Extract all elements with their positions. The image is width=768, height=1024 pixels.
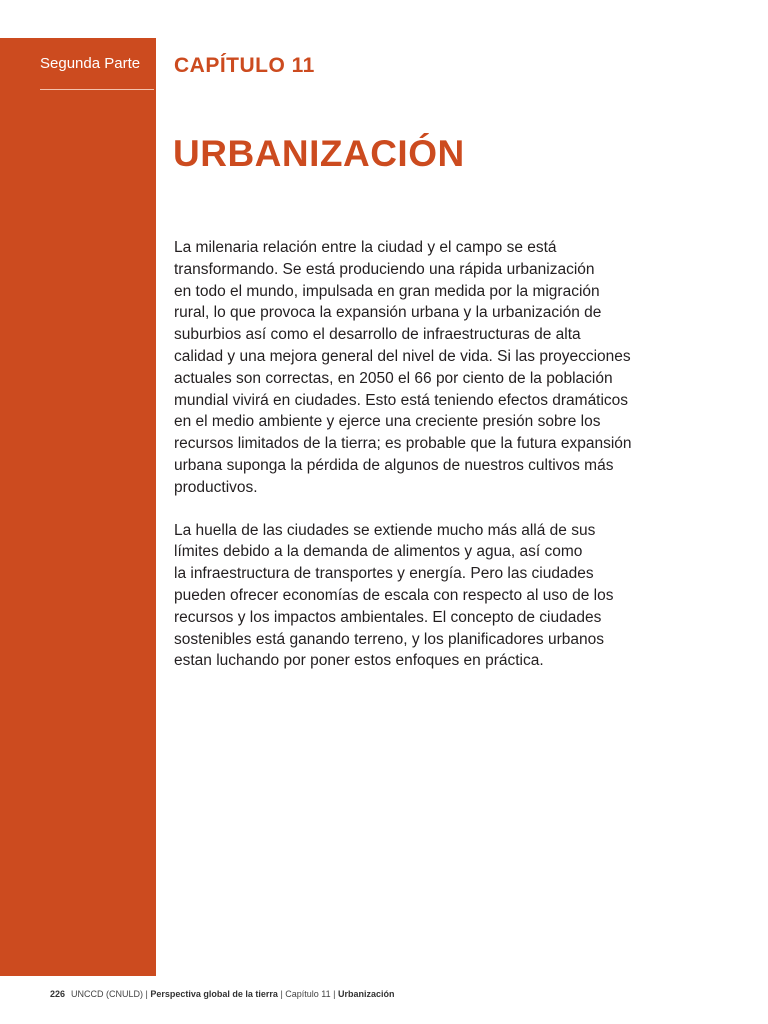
text-line: La huella de las ciudades se extiende mucho más allá de sus bbox=[174, 521, 596, 539]
footer-publication: Perspectiva global de la tierra bbox=[150, 989, 278, 999]
text-line: La milenaria relación entre la ciudad y el campo se está bbox=[174, 239, 557, 256]
footer-separator: | bbox=[143, 989, 151, 999]
text-line: transformando. Se está produciendo una rápida urbanización bbox=[174, 260, 595, 278]
part-label: Segunda Parte bbox=[40, 55, 141, 72]
text-line: rural, lo que provoca la expansión urbana y la urbanización de bbox=[174, 304, 602, 322]
text-line: en el medio ambiente y ejerce una creciente presión sobre los bbox=[174, 413, 601, 431]
page-number: 226 bbox=[50, 989, 66, 999]
footer-separator: | bbox=[277, 989, 286, 999]
text-line: productivos. bbox=[174, 478, 258, 496]
text-line: calidad y una mejora general del nivel de vida. Si las proyecciones bbox=[174, 347, 631, 365]
text-line: la infraestructura de transportes y energía. Pero las ciudades bbox=[174, 565, 594, 583]
text-line: actuales son correctas, en 2050 el 66 por ciento de la población bbox=[174, 369, 613, 387]
text-line: suburbios así como el desarrollo de infraestructuras de alta bbox=[174, 326, 581, 344]
footer-separator: | bbox=[330, 989, 338, 999]
page-footer bbox=[50, 988, 395, 1000]
chapter-label: CAPÍTULO 11 bbox=[174, 54, 315, 77]
footer-chapter: Capítulo 11 bbox=[285, 989, 331, 999]
text-line: límites debido a la demanda de alimentos y agua, así como bbox=[174, 543, 583, 561]
paragraph-1 bbox=[174, 237, 674, 499]
chapter-title: URBANIZACIÓN bbox=[173, 133, 465, 174]
footer-section: Urbanización bbox=[338, 989, 395, 999]
sidebar-band bbox=[0, 38, 156, 976]
text-line: estan luchando por poner estos enfoques en práctica. bbox=[174, 652, 544, 670]
text-line: urbana suponga la pérdida de algunos de nuestros cultivos más bbox=[174, 456, 614, 474]
part-divider bbox=[40, 89, 154, 90]
text-line: mundial vivirá en ciudades. Esto está teniendo efectos dramáticos bbox=[174, 391, 629, 409]
text-line: pueden ofrecer economías de escala con respecto al uso de los bbox=[174, 586, 614, 604]
footer-org: UNCCD (CNULD) bbox=[71, 989, 144, 999]
text-line: sostenibles está ganando terreno, y los planificadores urbanos bbox=[174, 630, 604, 648]
text-line: en todo el mundo, impulsada en gran medida por la migración bbox=[174, 282, 600, 300]
body-text bbox=[174, 237, 674, 693]
text-line: recursos y los impactos ambientales. El concepto de ciudades bbox=[174, 608, 602, 626]
text-line: recursos limitados de la tierra; es probable que la futura expansión bbox=[174, 435, 632, 453]
paragraph-2 bbox=[174, 520, 674, 673]
